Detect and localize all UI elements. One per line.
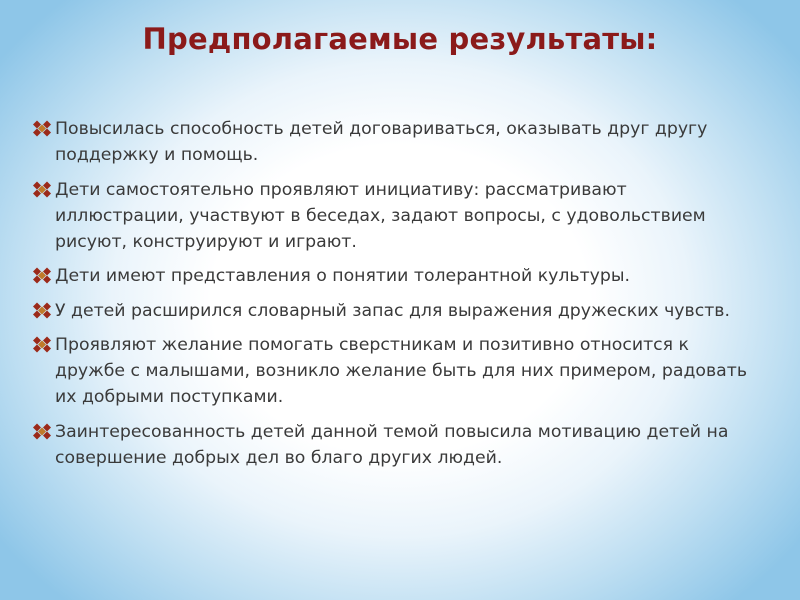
diamond-bullet-icon — [32, 336, 52, 353]
list-item — [32, 298, 752, 324]
diamond-bullet-icon — [32, 423, 52, 440]
bullet-text: Дети имеют представления о понятии толерантной культуры. — [55, 266, 631, 286]
diamond-bullet-icon — [32, 302, 52, 319]
list-item — [32, 263, 752, 289]
list-item — [32, 419, 752, 471]
list-item — [32, 332, 752, 410]
diamond-bullet-icon — [32, 120, 52, 137]
bullet-text: Проявляют желание помогать сверстникам и позитивно относится к дружбе с малышами, возникло желание быть для них примером, радовать их добрыми поступками. — [55, 335, 748, 407]
list-item — [32, 177, 752, 255]
bullet-text: Заинтересованность детей данной темой повысила мотивацию детей на совершение добрых дел во благо других людей. — [55, 421, 729, 468]
bullet-text: У детей расширился словарный запас для выражения дружеских чувств. — [55, 300, 730, 321]
bullet-text: Повысилась способность детей договариваться, оказывать друг другу поддержку и помощь. — [55, 119, 708, 165]
bullet-text: Дети самостоятельно проявляют инициативу: рассматривают иллюстрации, участвуют в беседах, задают вопросы, с удовольствием рисуют, конструируют и играют. — [55, 179, 706, 252]
slide-title: Предполагаемые результаты: — [142, 22, 658, 56]
diamond-bullet-icon — [32, 181, 52, 198]
diamond-bullet-icon — [32, 267, 52, 284]
list-item — [32, 116, 752, 168]
results-list — [32, 116, 752, 479]
